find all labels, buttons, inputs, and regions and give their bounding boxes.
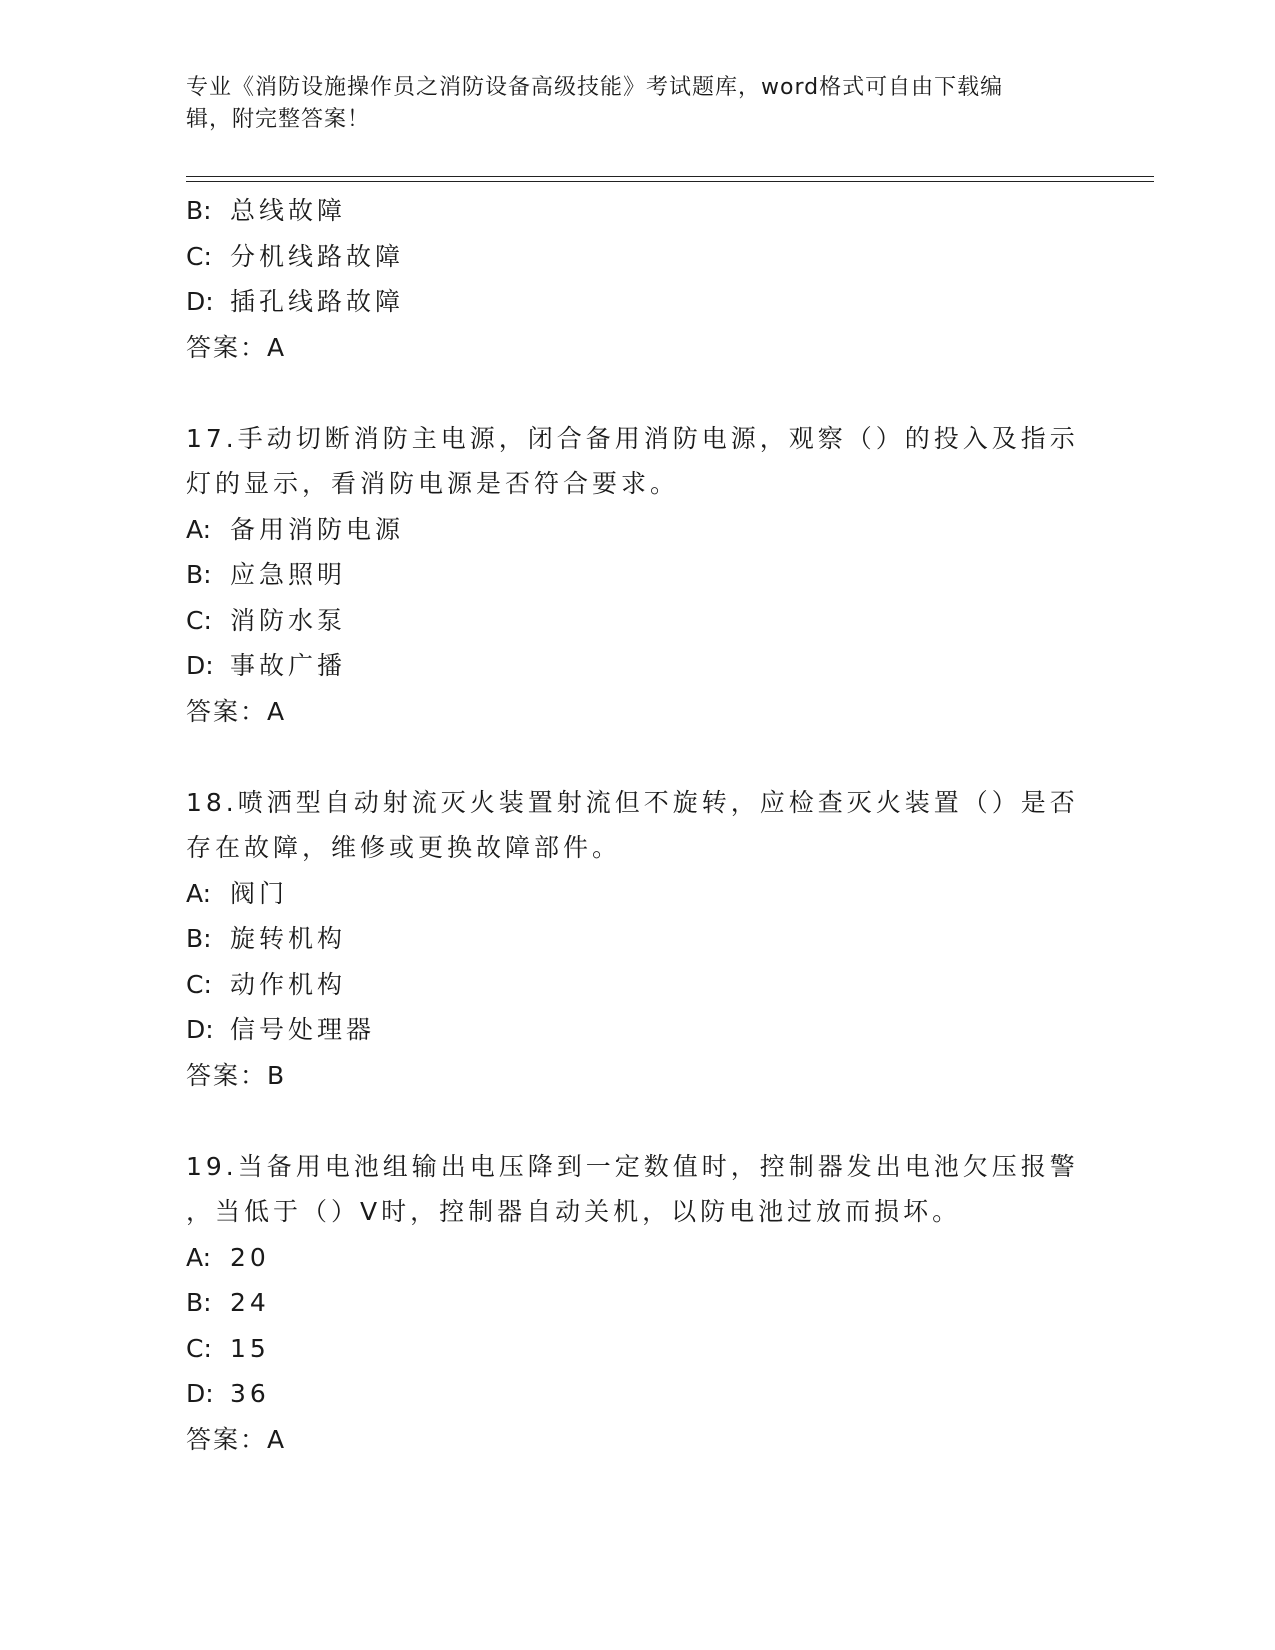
answer-line: 答案：A (186, 1424, 287, 1454)
header-line-1: 专业《消防设施操作员之消防设备高级技能》考试题库，word格式可自由下载编 (186, 75, 1004, 100)
question-stem-line: 19.当备用电池组输出电压降到一定数值时，控制器发出电池欠压报警 (186, 1151, 1079, 1181)
option-b: B: 24 (186, 1288, 270, 1317)
option-c: C: 消防水泵 (186, 605, 347, 635)
header-rule-bottom (186, 181, 1154, 182)
option-a: A: 20 (186, 1242, 270, 1272)
question-stem-line: 17.手动切断消防主电源，闭合备用消防电源，观察（）的投入及指示 (186, 423, 1079, 453)
option-c: C: 15 (186, 1333, 270, 1363)
option-d: D: 事故广播 (186, 651, 347, 680)
spacer (186, 370, 1086, 416)
option-b: B: 总线故障 (186, 196, 347, 225)
question-block-17 (186, 416, 1086, 735)
document-header (186, 72, 1066, 136)
spacer (186, 734, 1086, 780)
option-c: C: 分机线路故障 (186, 241, 405, 271)
option-b: B: 应急照明 (186, 560, 347, 589)
question-stem-line: 存在故障，维修或更换故障部件。 (186, 833, 622, 862)
question-stem-line: ，当低于（）V时，控制器自动关机，以防电池过放而损坏。 (186, 1197, 962, 1226)
question-stem-line: 灯的显示，看消防电源是否符合要求。 (186, 469, 680, 498)
option-d: D: 插孔线路故障 (186, 287, 405, 316)
option-d: D: 36 (186, 1379, 270, 1408)
question-stem-line: 18.喷洒型自动射流灭火装置射流但不旋转，应检查灭火装置（）是否 (186, 787, 1079, 817)
header-rule-top (186, 176, 1154, 177)
question-block-18 (186, 780, 1086, 1099)
option-c: C: 动作机构 (186, 969, 347, 999)
header-line-2: 辑，附完整答案！ (186, 107, 371, 132)
option-d: D: 信号处理器 (186, 1015, 376, 1044)
answer-line: 答案：B (186, 1060, 287, 1090)
question-block-16 (186, 188, 1086, 370)
answer-line: 答案：A (186, 332, 287, 362)
answer-line: 答案：A (186, 696, 287, 726)
option-b: B: 旋转机构 (186, 924, 347, 953)
question-block-19 (186, 1144, 1086, 1463)
spacer (186, 1098, 1086, 1144)
question-list (186, 188, 1086, 1462)
option-a: A: 备用消防电源 (186, 514, 405, 544)
option-a: A: 阀门 (186, 878, 289, 908)
